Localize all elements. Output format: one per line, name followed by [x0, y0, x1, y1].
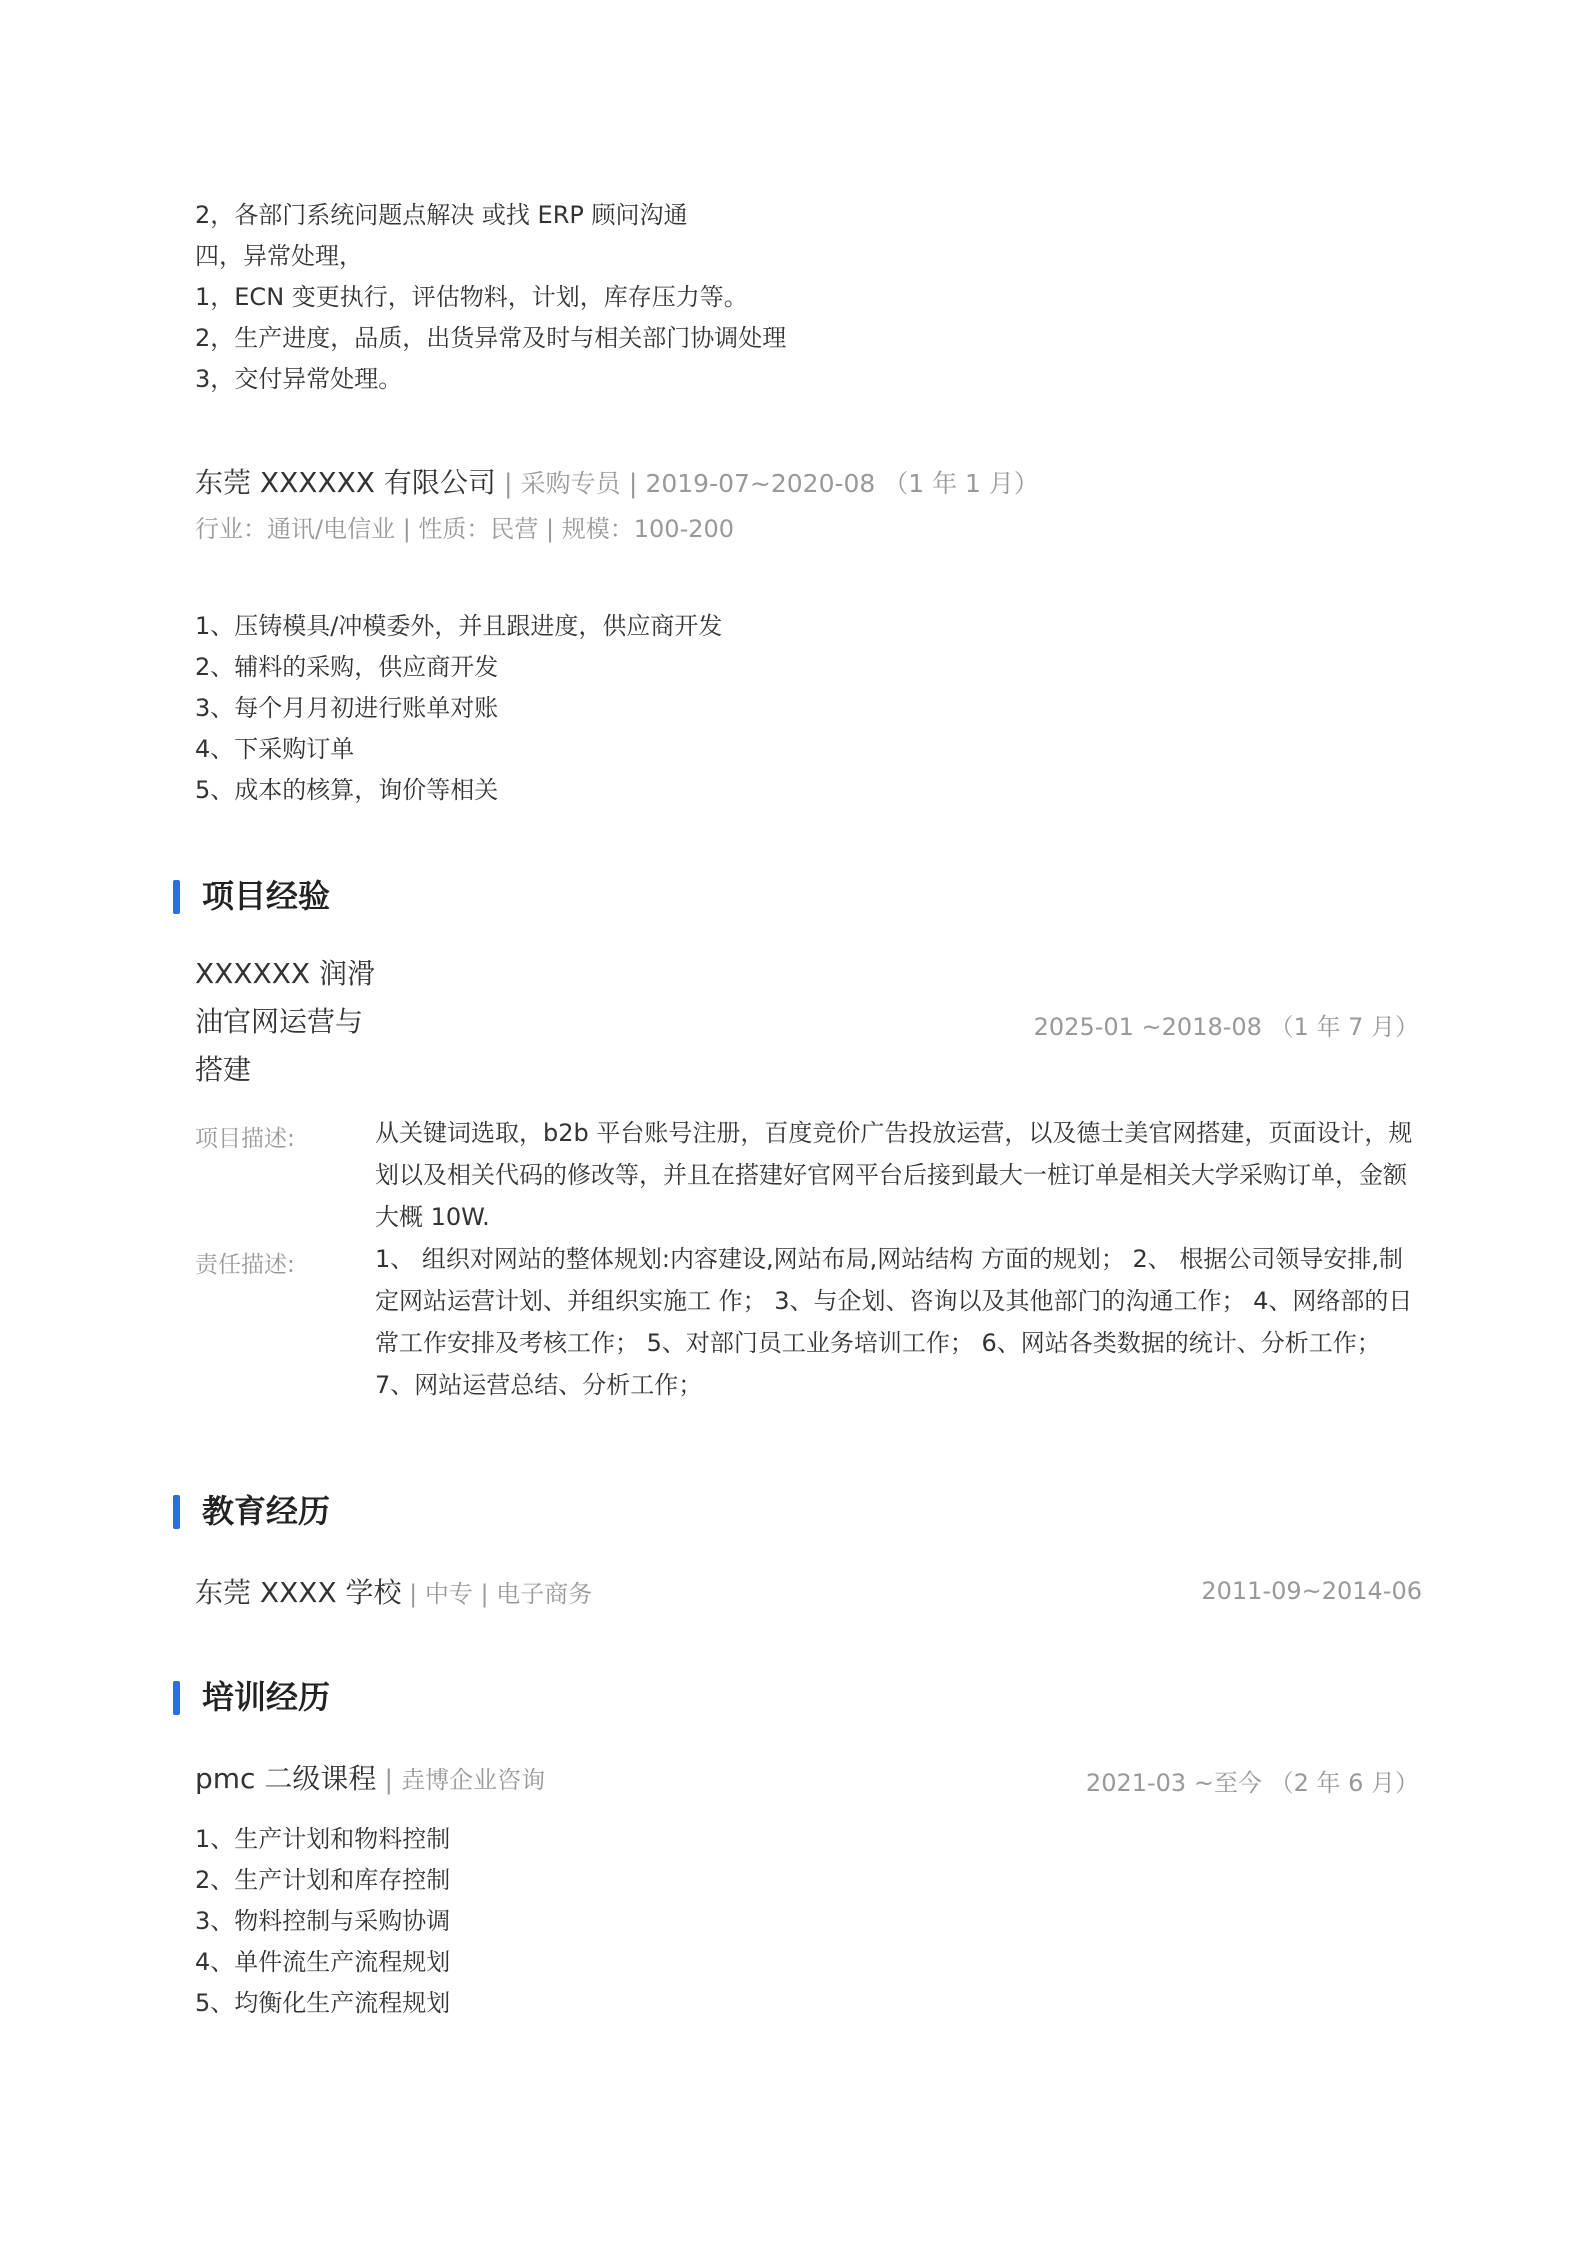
work-line: 四，异常处理，	[195, 242, 363, 270]
project-name	[195, 950, 395, 1094]
training-entry	[195, 1757, 545, 1797]
training-org: 垚博企业咨询	[401, 1766, 546, 1794]
project-desc-line: 从关键词选取，b2b 平台账号注册，百度竞价广告投放运营，以及德士美官网搭建，页面设计，规	[375, 1119, 1413, 1147]
job-duties-list	[195, 606, 722, 811]
work-line: 2，各部门系统问题点解决 或找 ERP 顾问沟通	[195, 201, 688, 229]
job-position: 采购专员	[520, 469, 621, 498]
section-title: 培训经历	[202, 1678, 331, 1716]
job-duty-item: 3、每个月月初进行账单对账	[195, 694, 499, 722]
training-item: 3、物料控制与采购协调	[195, 1907, 451, 1935]
training-course: pmc 二级课程	[195, 1762, 377, 1795]
section-accent-bar	[173, 880, 180, 914]
project-resp-line: 定网站运营计划、并组织实施工 作； 3、与企划、咨询以及其他部门的沟通工作； 4、网络部的日	[375, 1287, 1413, 1315]
project-resp-line: 7、网站运营总结、分析工作；	[375, 1371, 703, 1399]
section-accent-bar	[173, 1681, 180, 1715]
job-company: 东莞 XXXXXX 有限公司	[195, 466, 496, 499]
project-name-line: 搭建	[195, 1053, 252, 1086]
training-period: 2021-03 ~至今 （2 年 6 月）	[1085, 1769, 1419, 1797]
project-resp	[375, 1238, 1420, 1406]
job-duty-item: 4、下采购订单	[195, 735, 355, 763]
job-duty-item: 2、辅料的采购，供应商开发	[195, 653, 499, 681]
work-line: 3，交付异常处理。	[195, 365, 403, 393]
project-resp-line: 1、 组织对网站的整体规划:内容建设,网站布局,网站结构 方面的规划； 2、 根据公司领导安排,制	[375, 1245, 1404, 1273]
training-separator: |	[384, 1765, 394, 1795]
training-item: 2、生产计划和库存控制	[195, 1866, 451, 1894]
project-resp-line: 常工作安排及考核工作； 5、对部门员工业务培训工作； 6、网站各类数据的统计、分析工作；	[375, 1329, 1381, 1357]
job-duty-item: 1、压铸模具/冲模委外，并且跟进度，供应商开发	[195, 612, 723, 640]
job-separator: |	[503, 469, 513, 499]
training-item: 4、单件流生产流程规划	[195, 1948, 451, 1976]
project-desc	[375, 1112, 1420, 1238]
section-title: 教育经历	[202, 1492, 331, 1530]
section-accent-bar	[173, 1495, 180, 1529]
project-name-line: XXXXXX 润滑	[195, 957, 375, 990]
job-period: 2019-07~2020-08 （1 年 1 月）	[645, 469, 1039, 498]
work-line: 2，生产进度，品质，出货异常及时与相关部门协调处理	[195, 324, 787, 352]
project-name-line: 油官网运营与	[195, 1005, 364, 1038]
training-item: 1、生产计划和物料控制	[195, 1825, 451, 1853]
education-period: 2011-09~2014-06	[1201, 1577, 1422, 1605]
work-line: 1，ECN 变更执行，评估物料，计划，库存压力等。	[195, 283, 748, 311]
work-continued-list	[195, 195, 786, 400]
education-entry	[195, 1571, 592, 1611]
job-header	[195, 461, 1039, 501]
project-desc-line: 大概 10W.	[375, 1203, 490, 1231]
training-item: 5、均衡化生产流程规划	[195, 1989, 451, 2017]
job-separator: |	[628, 469, 638, 499]
project-desc-line: 划以及相关代码的修改等，并且在搭建好官网平台后接到最大一桩订单是相关大学采购订单，金额	[375, 1161, 1407, 1189]
job-duty-item: 5、成本的核算，询价等相关	[195, 776, 499, 804]
project-period: 2025-01 ~2018-08 （1 年 7 月）	[1033, 1013, 1419, 1041]
section-title: 项目经验	[202, 877, 331, 915]
job-industry-line: 行业：通讯/电信业 | 性质：民营 | 规模：100-200	[195, 515, 735, 543]
education-school: 东莞 XXXX 学校	[195, 1576, 402, 1609]
project-resp-label: 责任描述:	[195, 1252, 295, 1278]
education-meta: | 中专 | 电子商务	[401, 1580, 593, 1608]
training-items-list	[195, 1819, 450, 2024]
project-desc-label: 项目描述:	[195, 1126, 295, 1152]
